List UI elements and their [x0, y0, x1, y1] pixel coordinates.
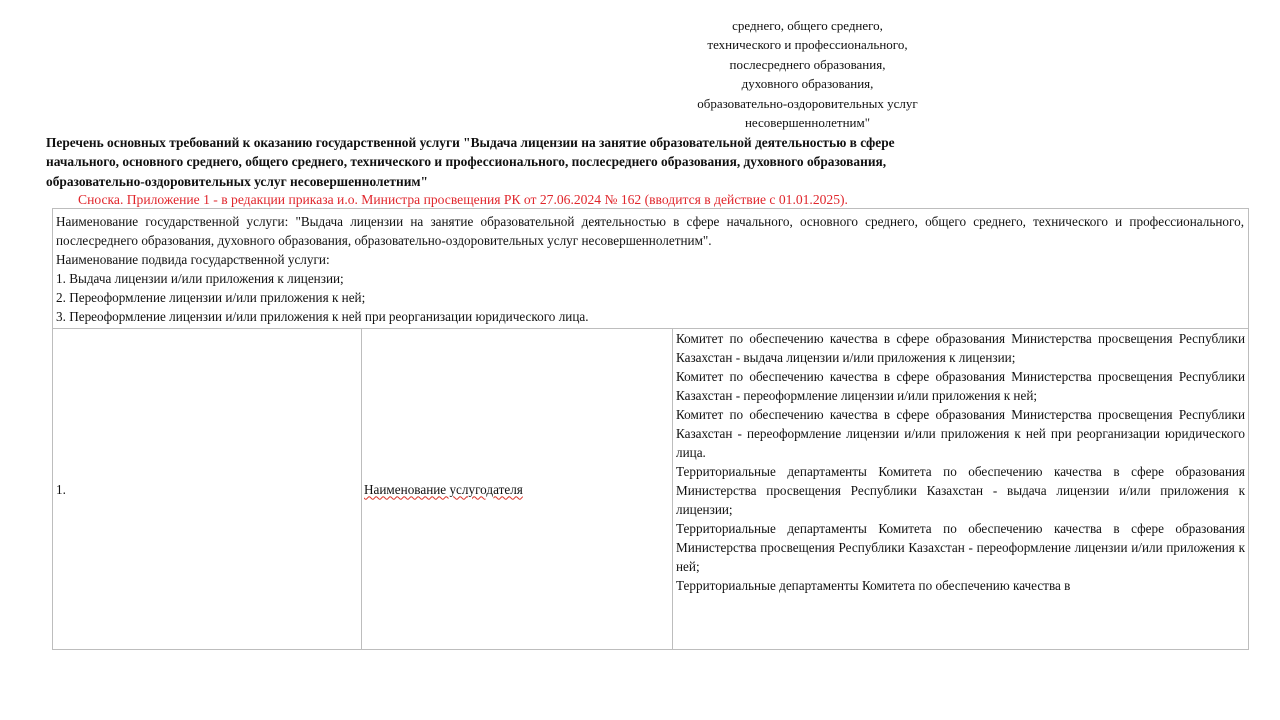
appendix-header — [600, 16, 1015, 132]
provider-item: Территориальные департаменты Комитета по обеспечению качества в сфере образования Министерства просвещения Республики Казахстан - переоформление лицензии и/или приложения к ней; — [676, 521, 1245, 574]
provider-item: Территориальные департаменты Комитета по обеспечению качества в сфере образования Министерства просвещения Республики Казахстан - выдача лицензии и/или приложения к лицензии; — [676, 464, 1245, 517]
provider-item: Комитет по обеспечению качества в сфере образования Министерства просвещения Республики Казахстан - выдача лицензии и/или приложения к лицензии; — [676, 331, 1245, 365]
requirements-table — [52, 208, 1249, 650]
header-line: духовного образования, — [741, 76, 874, 92]
service-name-text: Наименование государственной услуги: "Выдача лицензии на занятие образовательной деятельностью в сфере начального, основного среднего, общего среднего, технического и профессионального, послесреднего образования, духовного образования, образовательно-оздоровительных услуг несовершеннолетним". — [56, 214, 1244, 248]
row-number: 1. — [56, 481, 66, 497]
provider-item: Комитет по обеспечению качества в сфере образования Министерства просвещения Республики Казахстан - переоформление лицензии и/или приложения к ней при реорганизации юридического лица. — [676, 407, 1245, 460]
header-line: технического и профессионального, — [707, 37, 908, 53]
header-line: среднего, общего среднего, — [732, 18, 883, 33]
subtype-item: 1. Выдача лицензии и/или приложения к лицензии; — [56, 271, 344, 286]
row-number-cell — [53, 329, 362, 649]
header-line: послесреднего образования, — [729, 56, 886, 72]
title-line: начального, основного среднего, общего среднего, технического и профессионального, послесреднего образования, духовного образования, — [46, 154, 887, 170]
row-name: Наименование услугодателя — [364, 481, 523, 497]
title-line: Перечень основных требований к оказанию государственной услуги "Выдача лицензии на занятие образовательной деятельностью в сфере — [46, 135, 895, 150]
subtype-item: 2. Переоформление лицензии и/или приложения к ней; — [56, 290, 366, 305]
table-row — [53, 329, 1248, 649]
subtype-item: 3. Переоформление лицензии и/или приложения к ней при реорганизации юридического лица. — [56, 309, 589, 324]
title-line: образовательно-оздоровительных услуг несовершеннолетним" — [46, 173, 428, 189]
header-line: несовершеннолетним" — [744, 115, 871, 131]
row-name-cell — [362, 329, 673, 649]
footnote: Сноска. Приложение 1 - в редакции приказа и.о. Министра просвещения РК от 27.06.2024 № 162 (вводится в действие с 01.01.2025). — [78, 192, 848, 207]
row-value-cell — [673, 329, 1248, 649]
provider-item: Территориальные департаменты Комитета по обеспечению качества в — [676, 578, 1071, 593]
requirements-title — [46, 133, 1236, 191]
header-line: образовательно-оздоровительных услуг — [697, 95, 918, 111]
service-info-cell — [53, 209, 1248, 329]
subtype-heading: Наименование подвида государственной услуги: — [56, 252, 330, 267]
provider-item: Комитет по обеспечению качества в сфере образования Министерства просвещения Республики Казахстан - переоформление лицензии и/или приложения к ней; — [676, 369, 1245, 403]
